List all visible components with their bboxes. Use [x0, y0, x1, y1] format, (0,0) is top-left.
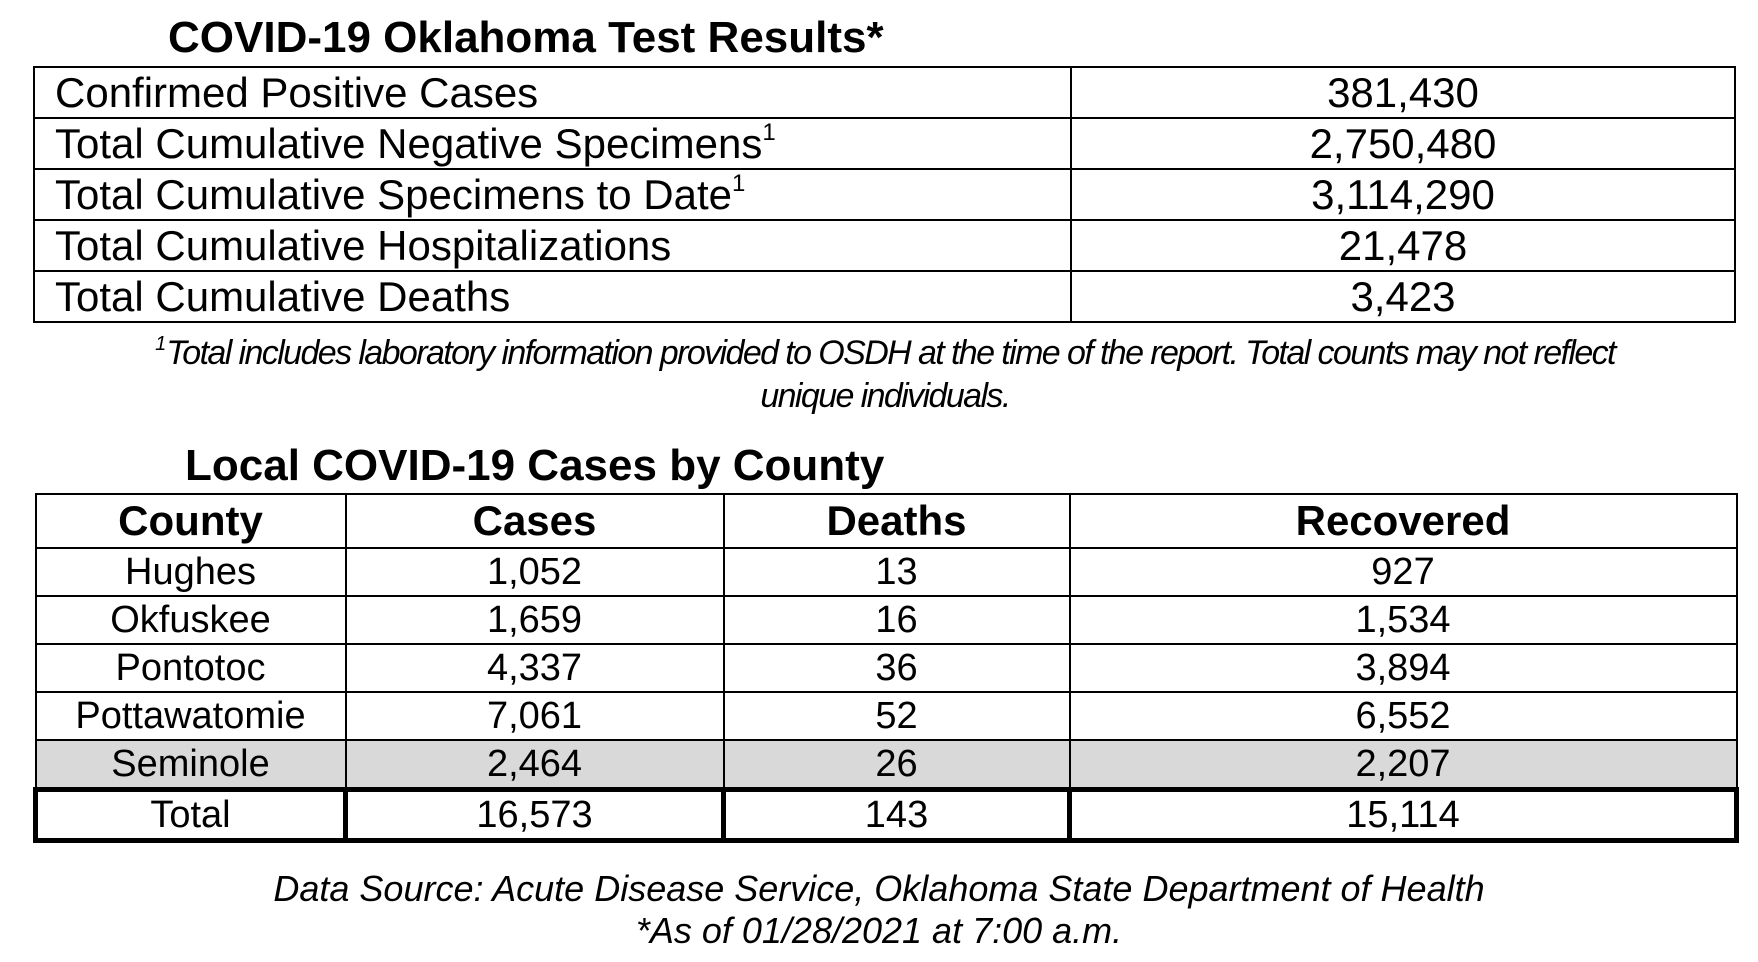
as-of-date-line: *As of 01/28/2021 at 7:00 a.m. [635, 910, 1123, 951]
deaths-cell: 26 [724, 740, 1070, 790]
column-header-deaths: Deaths [724, 494, 1070, 548]
total-deaths-cell: 143 [724, 790, 1070, 841]
test-results-title: COVID-19 Oklahoma Test Results* [168, 13, 884, 62]
table-row [36, 692, 1737, 740]
recovered-cell: 1,534 [1070, 596, 1737, 644]
recovered-cell: 3,894 [1070, 644, 1737, 692]
row-value: 2,750,480 [1071, 118, 1735, 169]
total-recovered-cell: 15,114 [1070, 790, 1737, 841]
cases-cell: 2,464 [346, 740, 724, 790]
deaths-cell: 16 [724, 596, 1070, 644]
table-header-row [36, 494, 1737, 548]
recovered-cell: 927 [1070, 548, 1737, 596]
recovered-cell: 6,552 [1070, 692, 1737, 740]
table-row [34, 169, 1735, 220]
row-value: 381,430 [1071, 67, 1735, 118]
test-results-footnote [40, 332, 1730, 418]
cases-cell: 1,052 [346, 548, 724, 596]
cases-cell: 1,659 [346, 596, 724, 644]
total-label-cell: Total [36, 790, 346, 841]
table-row [34, 118, 1735, 169]
column-header-recovered: Recovered [1070, 494, 1737, 548]
deaths-cell: 36 [724, 644, 1070, 692]
county-cell: Pontotoc [36, 644, 346, 692]
column-header-county: County [36, 494, 346, 548]
table-row [36, 548, 1737, 596]
row-value: 3,114,290 [1071, 169, 1735, 220]
deaths-cell: 52 [724, 692, 1070, 740]
deaths-cell: 13 [724, 548, 1070, 596]
table-row [36, 644, 1737, 692]
column-header-cases: Cases [346, 494, 724, 548]
county-cell: Seminole [36, 740, 346, 790]
table-row [34, 67, 1735, 118]
footnote-line-1: $^1$Total includes laboratory information provided to OSDH at the time of the report. Total counts may not reflect [155, 333, 1615, 372]
table-row [34, 271, 1735, 322]
county-cases-table [33, 493, 1739, 843]
recovered-cell: 2,207 [1070, 740, 1737, 790]
row-value: 21,478 [1071, 220, 1735, 271]
row-label: Total Cumulative Specimens to Date$^1$ [34, 169, 1071, 220]
row-value: 3,423 [1071, 271, 1735, 322]
county-table-title: Local COVID-19 Cases by County [185, 441, 885, 490]
test-results-table [33, 66, 1736, 323]
table-row [34, 220, 1735, 271]
row-label: Total Cumulative Deaths [34, 271, 1071, 322]
cases-cell: 4,337 [346, 644, 724, 692]
table-row-highlighted [36, 740, 1737, 790]
footnote-line-2: unique individuals. [760, 377, 1010, 415]
total-cases-cell: 16,573 [346, 790, 724, 841]
row-label: Confirmed Positive Cases [34, 67, 1071, 118]
table-total-row [36, 790, 1737, 841]
table-row [36, 596, 1737, 644]
row-label: Total Cumulative Negative Specimens$^1$ [34, 118, 1071, 169]
county-cell: Hughes [36, 548, 346, 596]
row-label: Total Cumulative Hospitalizations [34, 220, 1071, 271]
county-cell: Okfuskee [36, 596, 346, 644]
cases-cell: 7,061 [346, 692, 724, 740]
data-source-line: Data Source: Acute Disease Service, Oklahoma State Department of Health [273, 868, 1485, 909]
county-cell: Pottawatomie [36, 692, 346, 740]
